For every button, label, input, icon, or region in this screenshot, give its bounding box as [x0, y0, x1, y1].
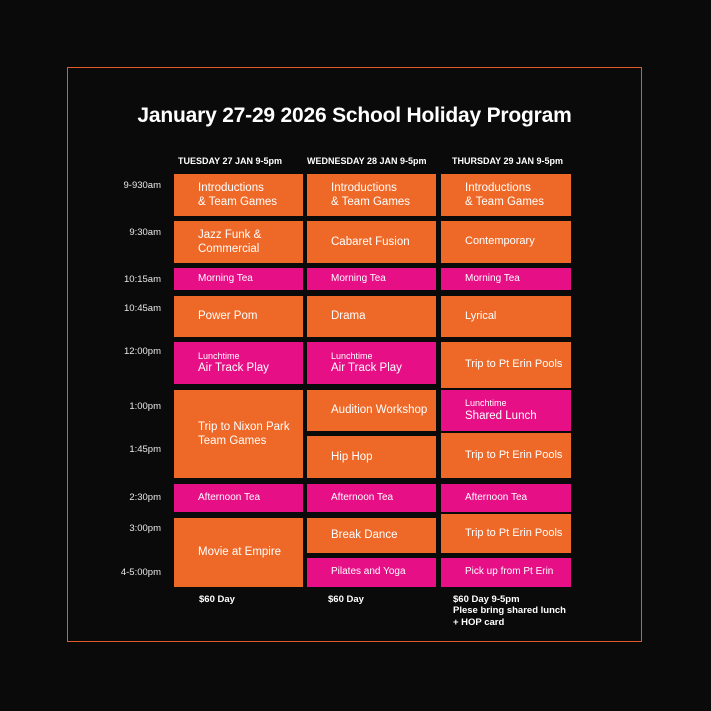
price-note-tuesday: [199, 594, 235, 605]
session-line: Trip to Nixon Park: [198, 420, 290, 433]
session-sublabel: Lunchtime: [465, 398, 507, 408]
session-block: [174, 518, 303, 587]
session-line: Commercial: [198, 243, 260, 255]
session-block: [441, 514, 571, 553]
session-line: Air Track Play: [198, 362, 269, 375]
session-line: Pick up from Pt Erin: [465, 566, 554, 578]
session-line: Cabaret Fusion: [331, 235, 410, 248]
time-label: 1:45pm: [129, 444, 161, 455]
price-line: + HOP card: [453, 616, 505, 628]
session-line: Power Pom: [198, 310, 258, 323]
session-block: [441, 433, 571, 478]
session-block: [307, 518, 436, 553]
session-line: & Team Games: [198, 196, 278, 208]
session-line: Afternoon Tea: [465, 491, 528, 503]
session-block: [441, 296, 571, 337]
session-block: [174, 484, 303, 512]
session-sublabel: Lunchtime: [198, 350, 240, 361]
session-line: Jazz Funk &: [198, 228, 262, 241]
session-block: [174, 174, 303, 216]
session-block: [441, 558, 571, 587]
session-block: [441, 342, 571, 388]
time-label: 10:45am: [124, 303, 161, 314]
session-block: [174, 342, 303, 384]
session-block: [307, 390, 436, 431]
time-label: 3:00pm: [129, 523, 161, 534]
session-block: [307, 174, 436, 216]
session-line: Audition Workshop: [331, 404, 428, 417]
session-block: [174, 296, 303, 337]
session-line: Air Track Play: [331, 362, 402, 375]
session-line: Trip to Pt Erin Pools: [465, 448, 563, 461]
session-line: Team Games: [198, 435, 267, 447]
time-label: 9-930am: [123, 180, 161, 191]
price-note-wednesday: [328, 594, 364, 605]
session-line: Hip Hop: [331, 450, 373, 463]
session-line: Movie at Empire: [198, 546, 282, 559]
time-label: 1:00pm: [129, 401, 161, 412]
session-line: Break Dance: [331, 529, 398, 542]
session-line: Trip to Pt Erin Pools: [465, 526, 563, 539]
session-line: Introductions: [198, 181, 264, 194]
session-line: Morning Tea: [331, 272, 386, 284]
session-block: [307, 436, 436, 478]
session-block: [307, 342, 436, 384]
day-header-tuesday: TUESDAY 27 JAN 9-5pm: [178, 156, 283, 166]
session-block: [174, 390, 303, 478]
session-line: Morning Tea: [465, 272, 520, 284]
session-sublabel: Lunchtime: [331, 350, 373, 361]
session-block: [307, 484, 436, 512]
session-line: Afternoon Tea: [331, 491, 394, 503]
price-line: $60 Day: [199, 594, 235, 605]
session-line: Lyrical: [465, 309, 497, 322]
session-block: [441, 174, 571, 216]
session-block: [174, 221, 303, 263]
session-line: & Team Games: [465, 196, 545, 208]
time-label: 2:30pm: [129, 492, 161, 503]
session-block: [307, 558, 436, 587]
price-note-thursday: [453, 594, 566, 628]
price-line: $60 Day 9-5pm: [453, 594, 520, 605]
time-label: 12:00pm: [124, 346, 161, 357]
session-line: Morning Tea: [198, 272, 253, 284]
day-header-thursday: THURSDAY 29 JAN 9-5pm: [452, 156, 564, 166]
session-block: [174, 268, 303, 290]
session-block: [307, 296, 436, 337]
price-line: Plese bring shared lunch: [453, 605, 566, 617]
session-line: Drama: [331, 310, 366, 323]
session-line: Pilates and Yoga: [331, 566, 406, 578]
session-block: [441, 390, 571, 431]
session-block: [307, 221, 436, 263]
day-header-wednesday: WEDNESDAY 28 JAN 9-5pm: [307, 156, 427, 166]
session-block: [441, 221, 571, 263]
price-line: $60 Day: [328, 594, 364, 605]
time-label: 10:15am: [124, 274, 161, 285]
session-block: [441, 268, 571, 290]
session-block: [441, 484, 571, 512]
session-line: Contemporary: [465, 235, 535, 248]
time-label: 4-5:00pm: [120, 567, 161, 578]
session-line: Afternoon Tea: [198, 491, 261, 503]
session-line: Shared Lunch: [465, 409, 537, 422]
session-block: [307, 268, 436, 290]
time-label: 9:30am: [129, 227, 161, 238]
session-line: Trip to Pt Erin Pools: [465, 358, 563, 371]
page-title: January 27-29 2026 School Holiday Program: [137, 104, 572, 127]
session-line: Introductions: [331, 181, 397, 194]
session-line: Introductions: [465, 181, 531, 194]
session-line: & Team Games: [331, 196, 411, 208]
